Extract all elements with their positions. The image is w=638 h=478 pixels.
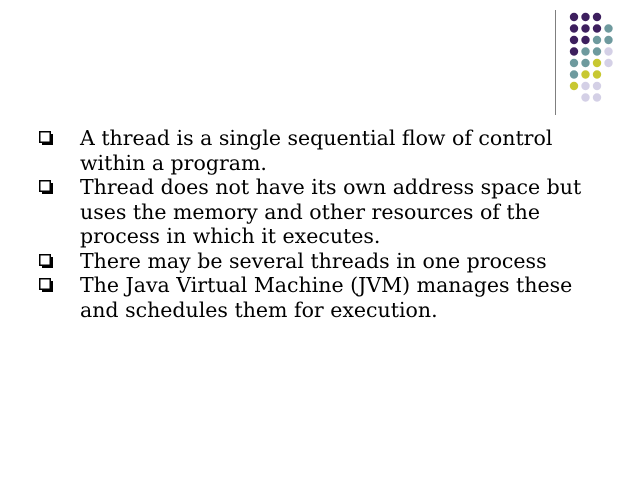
decor-dot [570,36,578,44]
decor-dot [593,13,601,21]
bullet-item [37,126,597,175]
decor-dot [604,59,612,67]
hollow-square-shadow-icon [39,254,53,268]
decor-dot [570,59,578,67]
bullet-item [37,175,597,249]
decor-dot [593,82,601,90]
hollow-square-shadow-icon [39,278,53,292]
decor-dot [570,70,578,78]
bullet-item [37,273,597,322]
hollow-square-shadow-icon [39,180,53,194]
decor-dot [593,59,601,67]
bullet-item [37,249,597,274]
decor-dot [570,47,578,55]
decor-dot [593,93,601,101]
decor-dot [604,24,612,32]
decor-dot [581,82,589,90]
bullet-text: There may be several threads in one process [80,248,547,273]
decor-dot [593,36,601,44]
decor-dot [581,13,589,21]
decor-dot [570,82,578,90]
decor-dot [581,70,589,78]
decor-dot [581,36,589,44]
bullet-text: A thread is a single sequential flow of control within a program. [80,126,553,175]
bullet-text: Thread does not have its own address space but uses the memory and other resources of the process in which it executes. [80,175,582,248]
decor-dot [581,59,589,67]
bullet-text: The Java Virtual Machine (JVM) manages these and schedules them for execution. [80,273,573,322]
hollow-square-shadow-icon [39,131,53,145]
decor-dot [570,13,578,21]
decor-dot [593,47,601,55]
decor-dot [570,24,578,32]
decor-dot [581,93,589,101]
decor-dot [593,70,601,78]
bullet-list [37,126,597,322]
decor-dot [604,47,612,55]
decor-dot [581,47,589,55]
decor-dot [581,24,589,32]
dot-grid-icon [0,0,638,120]
decor-dot [593,24,601,32]
decor-dot [604,36,612,44]
divider-line [555,10,556,115]
